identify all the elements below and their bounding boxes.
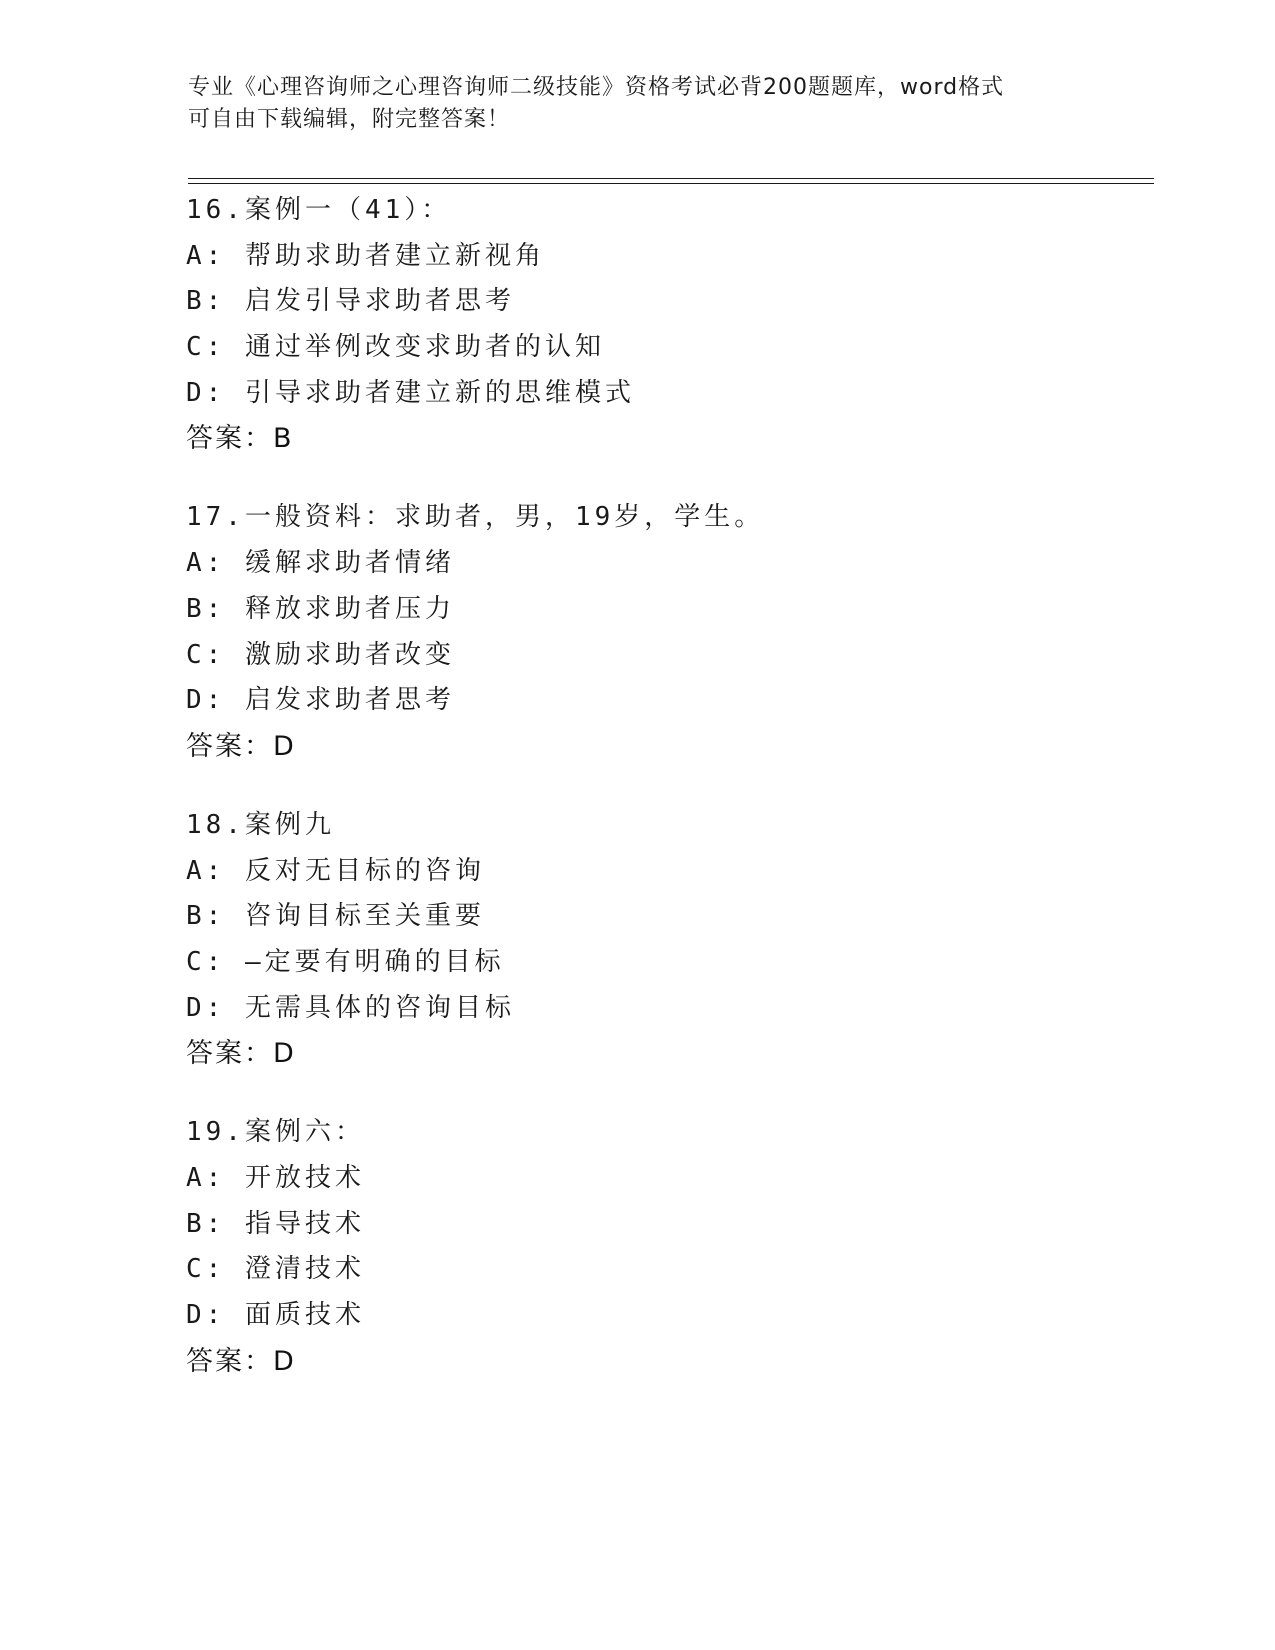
header-line-1: 专业《心理咨询师之心理咨询师二级技能》资格考试必背200题题库，word格式 [188, 75, 1005, 100]
question-17 [186, 495, 1146, 768]
option-d: D: 面质技术 [186, 1300, 365, 1331]
question-16 [186, 188, 1146, 461]
option-c: C: 澄清技术 [186, 1254, 365, 1285]
question-stem: 16.案例一（41）： [186, 195, 452, 225]
option-b: B: 释放求助者压力 [186, 593, 455, 624]
header-divider-top [188, 178, 1154, 179]
header-line-2: 可自由下载编辑，附完整答案！ [188, 107, 511, 132]
option-b: B: 咨询目标至关重要 [186, 901, 485, 932]
option-c: C: 激励求助者改变 [186, 639, 455, 670]
option-a: A: 帮助求助者建立新视角 [186, 240, 545, 271]
option-b: B: 启发引导求助者思考 [186, 286, 515, 317]
option-b: B: 指导技术 [186, 1208, 365, 1239]
option-a: A: 开放技术 [186, 1163, 365, 1193]
document-header [188, 72, 1068, 136]
option-c: C: 通过举例改变求助者的认知 [186, 332, 605, 363]
header-divider-bottom [188, 183, 1154, 184]
question-19 [186, 1110, 1146, 1383]
answer-line: 答案：D [186, 1038, 296, 1070]
answer-line: 答案：D [186, 1345, 296, 1377]
option-d: D: 无需具体的咨询目标 [186, 992, 515, 1023]
question-list [186, 188, 1146, 1418]
option-a: A: 反对无目标的咨询 [186, 855, 485, 886]
answer-line: 答案：D [186, 730, 296, 762]
question-stem: 18.案例九 [186, 809, 335, 840]
option-d: D: 启发求助者思考 [186, 685, 455, 716]
question-18 [186, 803, 1146, 1076]
option-a: A: 缓解求助者情绪 [186, 548, 455, 579]
answer-line: 答案：B [186, 423, 294, 455]
option-d: D: 引导求助者建立新的思维模式 [186, 377, 635, 408]
option-c: C: —定要有明确的目标 [186, 946, 505, 977]
question-stem: 17.一般资料：求助者，男，19岁，学生。 [186, 502, 765, 533]
question-stem: 19.案例六： [186, 1117, 365, 1148]
